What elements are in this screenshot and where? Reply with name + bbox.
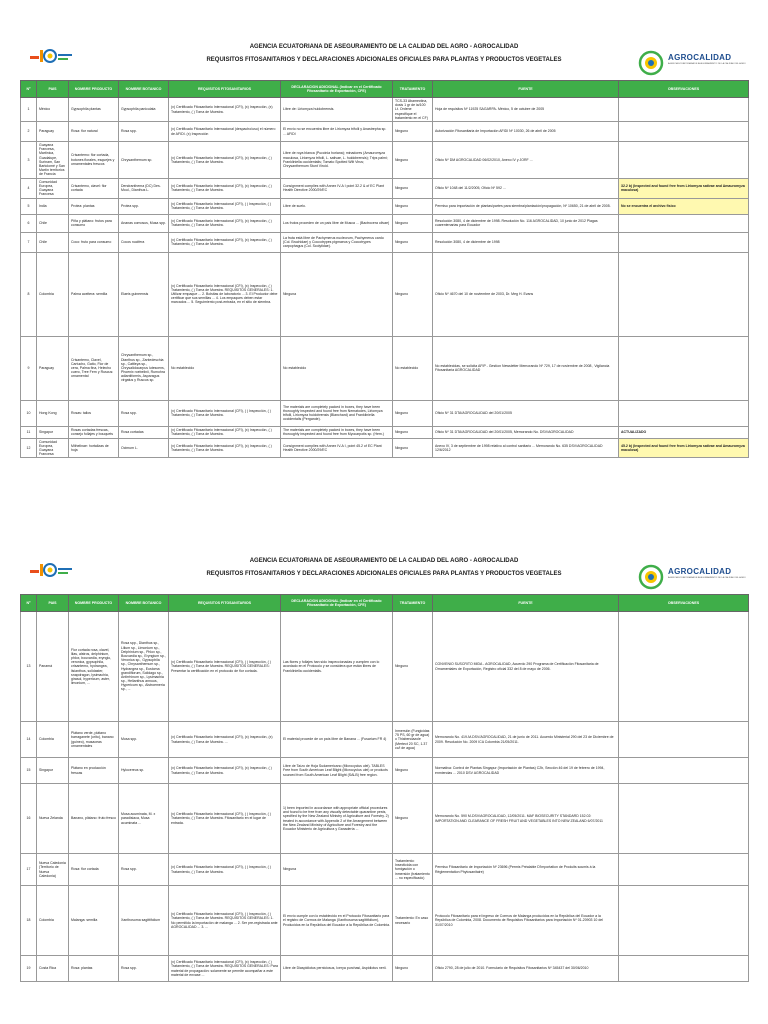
table-row [21, 784, 749, 854]
cell-observations: 32.2 b) (Inspected and found free from Liriomyza sativae and Amauromyza maculosa) [619, 178, 749, 198]
document-title: AGENCIA ECUATORIANA DE ASEGURAMIENTO DE LA CALIDAD DEL AGRO - AGROCALIDAD [249, 44, 519, 50]
agrocalidad-logo-subtext: AGENCIA ECUATORIANA DE ASEGURAMIENTO DE LA CALIDAD DEL AGRO [668, 63, 746, 65]
column-header-treatment: TRATAMIENTO [393, 595, 433, 612]
column-header-phytosanitary-requirements: REQUISITOS FITOSANITARIOS [169, 81, 281, 98]
agrocalidad-logo-subtext: AGENCIA ECUATORIANA DE ASEGURAMIENTO DE LA CALIDAD DEL AGRO [668, 577, 746, 579]
cell-product-name: Protea: plantas [69, 198, 119, 214]
cell-row-number: 18 [21, 886, 37, 956]
cell-botanical-name: Ananas comosus, Musa spp. [119, 214, 169, 232]
requirements-table [20, 594, 749, 982]
cell-phytosanitary-requirements: (x) Certificado Fitosanitario Internacional (CFI), (x) Inspección, ( ) Tratamiento, ( ) Toma de Muestra. [169, 214, 281, 232]
cell-treatment: No establecido [393, 336, 433, 400]
cell-additional-declaration: 1) been imported in accordance with appropriate official procedures and found to be free from any visually detectable quarantine pests, specified by the New Zealand Ministry of Agriculture and Forestry. 2) treated in accordance with Appendix 2 of the Arrangement between the New Zealand Ministry of Agriculture and Forestry and the Ecuador Ministerio de Agricultura y Ganadería ... [281, 784, 393, 854]
column-header-source: FUENTE [433, 81, 619, 98]
column-header-product-name: NOMBRE PRODUCTO [69, 595, 119, 612]
cell-product-name: Flor cortada rosa, clavel, lilas, alstros, delphinium, phlox, bouvardia, eryngio, veronica, gypsophila, crisantemo, hydrangea, lisianthus, solidaster, snapdragon, lysimachia, girasol, hypericum, aster, limonium, ... [69, 612, 119, 722]
cell-botanical-name: Rosa spp. [119, 122, 169, 142]
cell-additional-declaration: Ninguna [281, 252, 393, 336]
cell-treatment: Ninguno [393, 214, 433, 232]
document-subtitle: REQUISITOS FITOSANITARIOS Y DECLARACIONES ADICIONALES OFICIALES PARA PLANTAS Y PRODUCTOS VEGETALES [206, 57, 562, 63]
cell-additional-declaration: Libre de: Liriomyza huidobrensis. [281, 98, 393, 122]
cell-country: Comunidad Europea, Guayana Francesa [37, 438, 69, 458]
cell-country: Paraguay [37, 336, 69, 400]
table-row [21, 722, 749, 758]
cell-source: No establecidas, se solicita AFIP - Gestíon Newsletter Memorando Nº 729, 17 de noviembre de 2008 , Vigilancia Fitosanitaria AGROCALIDAD [433, 336, 619, 400]
cell-treatment: Ninguno [393, 178, 433, 198]
cell-country: Nueva Zelanda [37, 784, 69, 854]
column-header-row-number: Nº [21, 81, 37, 98]
cell-source: Oficio Nº 31 DTA/AGROCALIDAD del 20/01/2005, Memorando No. DSV/AGROCALIDAD [433, 426, 619, 438]
cell-product-name: Plátano verde, plátano barraganete (orito), banano (guineo), musaceas ornamentales [69, 722, 119, 758]
cell-additional-declaration: La fruta está libre de Pachymerus nucleorum, Pachymerus cardo (Col. Bruchidae) y Coccotrypes pigmaeus y Coccotrypes carpophagus (Col. Scolytidae). [281, 232, 393, 252]
cell-source: Memorando No. 419-M-DSV/AGROCALIDAD, 21 de junio de 2011. Acuerdo Ministerial 290 del 23 de Diciembre de 2009. Resolución No. 2009 ICA Colombia 21/05/2011. [433, 722, 619, 758]
cell-treatment: TCS-33 Abamectina, dosis 1 gr de ia/100 Lt. Ordene especifique el tratamiento en el CF) [393, 98, 433, 122]
cell-row-number: 8 [21, 252, 37, 336]
cell-country: Guayana Francesa, Martinica, Guadalupe, Surinam, San Bartolomé y San Martín territorios de Francia [37, 142, 69, 179]
cell-source: Oficio Nº 31 DTA/AGROCALIDAD del 20/01/2005 [433, 400, 619, 426]
cell-observations [619, 722, 749, 758]
column-header-observations: OBSERVACIONES [619, 595, 749, 612]
column-header-additional-declaration: DECLARACION ADICIONAL (Indicar en el Certificado Fitosanitario de Exportación, CFE) [281, 81, 393, 98]
cell-botanical-name: Xanthosoma sagittifolium [119, 886, 169, 956]
cell-country: Colombia [37, 886, 69, 956]
cell-observations [619, 336, 749, 400]
cell-additional-declaration: El material procede de un país libre de Banana ... (Fusarium FR 4) [281, 722, 393, 758]
column-header-country: PAIS [37, 81, 69, 98]
cell-observations [619, 758, 749, 784]
page-header [20, 40, 748, 80]
cell-product-name: Palma aceitera: semilla [69, 252, 119, 336]
cell-additional-declaration: The materials are completely packed in boxes, they have been thoroughly inspected and found free from Nematodes, Liriomyza trifolii, Liriomyza huidobrensis (Blanchard) and Frankliniella occidentalis (Pergande). [281, 400, 393, 426]
cell-row-number: 4 [21, 178, 37, 198]
cell-botanical-name: Rosa spp. [119, 956, 169, 982]
cell-observations [619, 98, 749, 122]
table-row [21, 854, 749, 886]
document-title: AGENCIA ECUATORIANA DE ASEGURAMIENTO DE LA CALIDAD DEL AGRO - AGROCALIDAD [249, 558, 519, 564]
table-row [21, 232, 749, 252]
cell-row-number: 6 [21, 214, 37, 232]
table-row [21, 612, 749, 722]
document-subtitle: REQUISITOS FITOSANITARIOS Y DECLARACIONES ADICIONALES OFICIALES PARA PLANTAS Y PRODUCTOS VEGETALES [206, 571, 562, 577]
cell-source: Permiso para importación de plantas/partes para siembra/plantación/propagación, Nº 10650, 21 de abril de 2005. [433, 198, 619, 214]
agrocalidad-logo [638, 564, 748, 590]
cell-country: Hong Kong [37, 400, 69, 426]
cell-country: Colombia [37, 722, 69, 758]
cell-phytosanitary-requirements: (x) Certificado Fitosanitario Internacional (CFI), (x) Inspección, ( ) Tratamiento, ( ) Toma de Muestra. [169, 142, 281, 179]
requirements-table [20, 80, 749, 458]
cell-treatment: Ninguno [393, 252, 433, 336]
cell-phytosanitary-requirements: (x) Certificado Fitosanitario Internacional (CFI), (x) Inspección, ( ) Tratamiento, ( ) Toma de Muestra. REQUISITOS GENERALES: 1. Utilizar empaque ... 2. Bolsitas de laboratorio ... 3. El Productor debe certificar que sus semillas ... 4. Los empaques deben estar marcados ... 5. Seguimiento post-entrada, en el sitio de siembra. [169, 252, 281, 336]
cell-product-name: Mithelinae: hortalizas de hoja [69, 438, 119, 458]
cell-country: Singapur [37, 758, 69, 784]
cell-additional-declaration: Las flores y follajes han sido inspeccionadas y cumplen con lo acordado en el Protocolo y se considera que están libres de Frankliniella occidentalis. [281, 612, 393, 722]
cell-product-name: Rosa: flor natural [69, 122, 119, 142]
cell-source: Oficio 2790, 28 de julio de 2010. Formulario de Requisitos Fitosanitarios Nº 345437 del 30/06/2010 [433, 956, 619, 982]
column-header-row-number: Nº [21, 595, 37, 612]
cell-product-name: Coco: fruto para consumo [69, 232, 119, 252]
cell-product-name: Rosa: flor cortada [69, 854, 119, 886]
cell-additional-declaration: Los frutos proceden de un país libre de Musca ... (Bactrocera olivae) [281, 214, 393, 232]
cell-source: Anexo IV, 3 de septiembre de 1998 relativo al control sanitario ... Memorando No. 635 DSV/AGROCALIDAD 12/6/2012 [433, 438, 619, 458]
cell-additional-declaration: No establecido [281, 336, 393, 400]
cell-product-name: Crisantemo: flor cortada, botones florales, esquejes y ornamentales frescos [69, 142, 119, 179]
cell-botanical-name: Dendranthema (DC) Des. Moul., Dianthus L. [119, 178, 169, 198]
cell-source: Permiso Fitosanitario de Importación Nº 23696 (Permis Préalable D'Importation de Produits soumis à la Réglementation Phytosanitaire) [433, 854, 619, 886]
cell-country: Chile [37, 232, 69, 252]
cell-product-name: Rosas: tallos [69, 400, 119, 426]
cell-phytosanitary-requirements: (x) Certificado Fitosanitario Internacional (CFI), ( ) Inspección, ( ) Tratamiento, ( ) Toma de Muestra. REQUISITOS GENERALES: 1. No permitido la importación de malanga ... 2. Ser pre-registrada ante AGROCALIDAD ... 3. ... [169, 886, 281, 956]
cell-row-number: 14 [21, 722, 37, 758]
cell-country: Colombia [37, 252, 69, 336]
table-row [21, 886, 749, 956]
cell-botanical-name: Musa spp. [119, 722, 169, 758]
table-row [21, 122, 749, 142]
cell-observations [619, 214, 749, 232]
cell-source: Oficio Nº 4670 del 10 de noviembre de 2003, Dr. Meg H. Evans [433, 252, 619, 336]
cell-row-number: 13 [21, 612, 37, 722]
cell-observations: 45.2 b) (Inspected and found free from Liriomyza sativae and Amauromyza maculosa) [619, 438, 749, 458]
cell-country: Paraguay [37, 122, 69, 142]
cell-additional-declaration: Consignment complies with Annex IV-A I, point 45.2 of EC Plant Health Directive 2000/29/EC [281, 438, 393, 458]
cell-row-number: 17 [21, 854, 37, 886]
cell-botanical-name: Protea spp. [119, 198, 169, 214]
column-header-source: FUENTE [433, 595, 619, 612]
cell-source: Oficio Nº 1048 del 11/2/2005, Oficio Nº 592 ... [433, 178, 619, 198]
cell-treatment: Ninguno [393, 438, 433, 458]
cell-botanical-name: Rosa cortadas [119, 426, 169, 438]
cell-phytosanitary-requirements: (x) Certificado Fitosanitario Internacional (CFI), (x) Inspección, (x) Tratamiento, ( ) Toma de Muestra. [169, 98, 281, 122]
cell-product-name: Crisantemo, Clavel, Cartucho, Gatio, Flor de cera, Palma fina, Helecho cuero, Tree Fern y Ruscus: ornamental [69, 336, 119, 400]
cell-phytosanitary-requirements: (x) Certificado Fitosanitario Internacional (CFI), ( ) Inspección, ( ) Tratamiento, ( ) Toma de Muestra. [169, 198, 281, 214]
cell-country: Panamá [37, 612, 69, 722]
cell-source: Hoja de requisitos Nº 11925 SAGARPA- México, 5 de octubre de 2005 [433, 98, 619, 122]
cell-row-number: 19 [21, 956, 37, 982]
cell-product-name: Rosas cortadas frescas, consejo follajes y bouquets [69, 426, 119, 438]
table-header-row [21, 595, 749, 612]
cell-country: México [37, 98, 69, 122]
cell-botanical-name: Chrysanthemum sp., Dianthus sp., Zantedeschia sp., Cattleya sp., Chrysalidocarpus lutescens, Phoenix roebelinii, Rumohra adiantiformis, Asparagus virgatus y Ruscus sp. [119, 336, 169, 400]
cell-phytosanitary-requirements: No establecido [169, 336, 281, 400]
cell-observations [619, 612, 749, 722]
cell-row-number: 15 [21, 758, 37, 784]
table-row [21, 178, 749, 198]
cell-row-number: 7 [21, 232, 37, 252]
cell-additional-declaration: Ninguna [281, 854, 393, 886]
column-header-additional-declaration: DECLARACION ADICIONAL (Indicar en el Certificado Fitosanitario de Exportación, CFE) [281, 595, 393, 612]
cell-product-name: Rosa: plantas [69, 956, 119, 982]
cell-botanical-name: Rosa spp. [119, 854, 169, 886]
cell-observations [619, 886, 749, 956]
column-header-treatment: TRATAMIENTO [393, 81, 433, 98]
cell-treatment: Ninguno [393, 784, 433, 854]
cell-treatment: Ninguno [393, 198, 433, 214]
cell-additional-declaration: El envío cumple con lo establecido en el Protocolo Fitosanitario para el registro de Cormos de Malanga (Xanthosoma sagittifolium), Producidos en la República del Ecuador a la República de Colombia. [281, 886, 393, 956]
cell-treatment: Ninguno [393, 758, 433, 784]
cell-observations [619, 400, 749, 426]
table-row [21, 438, 749, 458]
cell-product-name: Banano, plátano: fruto fresco [69, 784, 119, 854]
agrocalidad-logo [638, 50, 748, 76]
cell-country: Nueva Caledonia (Territorio de Nueva Caledonia) [37, 854, 69, 886]
table-body [21, 98, 749, 458]
table-row [21, 142, 749, 179]
cell-row-number: 12 [21, 438, 37, 458]
table-row [21, 336, 749, 400]
table-row [21, 426, 749, 438]
cell-country: Singapur [37, 426, 69, 438]
page-header [20, 554, 748, 594]
cell-observations [619, 142, 749, 179]
cell-product-name: Gypsophila plantas [69, 98, 119, 122]
cell-phytosanitary-requirements: (x) Certificado Fitosanitario Internacional (despacho/uso) el número de AFIDI. (x) Inspección [169, 122, 281, 142]
cell-phytosanitary-requirements: (x) Certificado Fitosanitario Internacional (CFI), (x) Inspección, ( ) Tratamiento, ( ) Toma de Muestra. REQUISITOS GENERALES: Para material de propagación: solamente se permite acompañar a este material de envase ... [169, 956, 281, 982]
cell-phytosanitary-requirements: (x) Certificado Fitosanitario Internacional (CFI), (x) Inspección, ( ) Tratamiento, ( ) Toma de Muestra. [169, 426, 281, 438]
cell-treatment: Tratamiento: En caso necesario [393, 886, 433, 956]
cell-row-number: 5 [21, 198, 37, 214]
cell-additional-declaration: Libre de Taízo de Hoja Sudamericano (Microcyclus ulei). TABLES Free from South American Leaf Blight (Microcyclus ulei) or products sourced from South American Leaf Blight (SALB) free region. [281, 758, 393, 784]
cell-treatment: Ninguno [393, 232, 433, 252]
cell-source: CONVENIO SUSCRITO MIDA - AGROCALIDAD, Acuerdo 290 Programa de Certificación Fitosanitaria de Ornamentales de Exportación, Registro oficial 332 del 8 de mayo de 2006. [433, 612, 619, 722]
column-header-botanical-name: NOMBRE BOTANICO [119, 595, 169, 612]
cell-phytosanitary-requirements: (x) Certificado Fitosanitario Internacional (CFI), (x) Inspección, ( ) Tratamiento, ( ) Toma de Muestra. [169, 438, 281, 458]
cell-observations [619, 854, 749, 886]
cell-country: India [37, 198, 69, 214]
cell-additional-declaration: The materials are completely packed in boxes, they have been thoroughly inspected and found free from Myocarpotis sp. (Hem.) [281, 426, 393, 438]
cell-phytosanitary-requirements: (x) Certificado Fitosanitario Internacional (CFI), ( ) Inspección, ( ) Tratamiento, ( ) Toma de Muestra. [169, 854, 281, 886]
cell-source: Protocolo Fitosanitario para el ingreso de Cormos de Malanga producidos en la República del Ecuador a la República de Colombia, 2008. Documento de Requisitos Fitosanitarios para Importación Nº 01-20903 10 del 31/07/2010 [433, 886, 619, 956]
table-body [21, 612, 749, 982]
cell-product-name: Malanga: semilla [69, 886, 119, 956]
cell-treatment: Ninguno [393, 142, 433, 179]
cell-botanical-name: Ocimum L. [119, 438, 169, 458]
table-row [21, 956, 749, 982]
cell-country: Chile [37, 214, 69, 232]
cell-additional-declaration: El envío no se encuentra libre de Liriomyza trifolii y Anastrepha sp. ... AFIDI [281, 122, 393, 142]
cell-source: Normativa: Control de Plantas Singapur (Importación de Plantas) C2b, Sección 46 del 19 de febrero de 1994, enmiendas ... 2010 DSV AGROCALIDAD [433, 758, 619, 784]
cell-treatment: Ninguno [393, 612, 433, 722]
cell-phytosanitary-requirements: (x) Certificado Fitosanitario Internacional (CFI), ( ) Inspección, ( ) Tratamiento, ( ) Toma de Muestra. [169, 400, 281, 426]
table-row [21, 98, 749, 122]
cell-row-number: 9 [21, 336, 37, 400]
document-page-2 [20, 554, 748, 982]
table-header-row [21, 81, 749, 98]
cell-observations [619, 122, 749, 142]
cell-botanical-name: Rosa spp. [119, 400, 169, 426]
cell-row-number: 1 [21, 98, 37, 122]
cell-row-number: 11 [21, 426, 37, 438]
cell-additional-declaration: Consignment complies with Annex IV-A I point 32.2 & of EC Plant Health Directive 2000/29/EC [281, 178, 393, 198]
column-header-product-name: NOMBRE PRODUCTO [69, 81, 119, 98]
table-row [21, 214, 749, 232]
cell-phytosanitary-requirements: (x) Certificado Fitosanitario Internacional (CFI), ( ) Inspección, ( ) Tratamiento, ( ) Toma de Muestra. REQUISITOS GENERALES: Presentar la certificación en el protocolo de flor cortada. [169, 612, 281, 722]
cell-product-name: Crisantemo, clavel: flor cortada [69, 178, 119, 198]
agrocalidad-logo-text: AGROCALIDAD [668, 567, 732, 576]
cell-observations: ACTUALIZADO [619, 426, 749, 438]
cell-treatment: Inmersión (Fungicidas 75 PS, 60 gr de agua) o Thiabendazole (Mertect 20 SC, 1.37 cc/l de agua) [393, 722, 433, 758]
agrocalidad-logo-text: AGROCALIDAD [668, 53, 732, 62]
cell-observations [619, 784, 749, 854]
cell-country: Comunidad Europea, Guayana Francesa [37, 178, 69, 198]
cell-source: Resolución 3080, 4 de diciembre de 1998 [433, 232, 619, 252]
cell-source: Resolución 3080, 4 de diciembre de 1998. Resolución No. 116 AGROCALIDAD, 10 junio de 2012 Plagas cuarentenarias para Ecuador [433, 214, 619, 232]
cell-observations: No se encuentra el archivo físico [619, 198, 749, 214]
cell-additional-declaration: Libre de suelo. [281, 198, 393, 214]
cell-additional-declaration: Libre de roya blanca (Puccinia horiana); minadores (Amauromyza maculosa, Liriomyza trifolii, L. sativae, L. huidobrensis); Trips palmi; Frankliniella occidentalis; Tomato Spotted Wilt Virus; Chrysanthemum Stunt Viroid. [281, 142, 393, 179]
cell-observations [619, 232, 749, 252]
cell-country: Costa Rica [37, 956, 69, 982]
cell-treatment: Ninguno [393, 122, 433, 142]
cell-product-name: Plátano en producción frescas [69, 758, 119, 784]
cell-treatment: Ninguno [393, 400, 433, 426]
cell-observations [619, 252, 749, 336]
column-header-observations: OBSERVACIONES [619, 81, 749, 98]
cell-row-number: 16 [21, 784, 37, 854]
document-page-1 [20, 40, 748, 458]
cell-botanical-name: Cocos nucifera [119, 232, 169, 252]
cell-source: Memorando No. 590 M-DSV/AGROCALIDAD, 12/05/2011. MAF BIOSECURITY STANDARD 152.02: IMPORTATION AND CLEARANCE OF FRESH FRUIT AND VEGETABLES INTO NEW ZEALAND 6/07/2011 [433, 784, 619, 854]
cell-row-number: 2 [21, 122, 37, 142]
cell-phytosanitary-requirements: (x) Certificado Fitosanitario Internacional (CFI), (x) Inspección, ( ) Tratamiento, ( ) Toma de Muestra. [169, 758, 281, 784]
cell-botanical-name: Musa acuminata, M. x paradisiaca, Musa acuminata ... [119, 784, 169, 854]
table-row [21, 198, 749, 214]
cell-treatment: Ninguno [393, 426, 433, 438]
cell-botanical-name: Chrysanthemum sp. [119, 142, 169, 179]
cell-source: Autorización Fitosanitaria de Importación AFIDI Nº 10030, 26 de abril de 2005 [433, 122, 619, 142]
cell-row-number: 10 [21, 400, 37, 426]
cell-botanical-name: Gypsophila paniculata [119, 98, 169, 122]
cell-phytosanitary-requirements: (x) Certificado Fitosanitario Internacional (CFI), (x) Inspección, ( ) Tratamiento, ( ) Toma de Muestra. [169, 178, 281, 198]
cell-treatment: Tratamiento: Insecticida con fumigación o inmersión (tratamiento ... no especificado) [393, 854, 433, 886]
cell-botanical-name: Hylocereus sp. [119, 758, 169, 784]
table-row [21, 400, 749, 426]
column-header-phytosanitary-requirements: REQUISITOS FITOSANITARIOS [169, 595, 281, 612]
cell-product-name: Piña y plátano: frutos para consumo [69, 214, 119, 232]
cell-phytosanitary-requirements: (x) Certificado Fitosanitario Internacional (CFI), (x) Inspección, (x) Tratamiento, ( ) Toma de Muestra. ... [169, 722, 281, 758]
table-row [21, 252, 749, 336]
column-header-botanical-name: NOMBRE BOTANICO [119, 81, 169, 98]
cell-additional-declaration: Libre de Diaspidiotus perniciosus, Icerya purchasi, Aspidiotus nerii. [281, 956, 393, 982]
cell-observations [619, 956, 749, 982]
cell-treatment: Ninguno [393, 956, 433, 982]
cell-row-number: 3 [21, 142, 37, 179]
cell-phytosanitary-requirements: (x) Certificado Fitosanitario Internacional (CFI), ( ) Inspección, ( ) Tratamiento, ( ) Toma de Muestra. Fitosanitario en el lugar de entrada. [169, 784, 281, 854]
cell-botanical-name: Rosa spp., Dianthus sp., Lilium sp., Limonium sp., Delphinium sp., Phlox sp., Bouvardia sp., Eryngium sp., Veronica sp., Gypsophila sp., Chrysanthemum sp., Hydrangea sp., Eustoma grandiflorum, Solidago sp., Antirrhinum sp., Lysimachia sp., Helianthus annuus, Hypericum sp., Alstroemeria sp., ... [119, 612, 169, 722]
cell-source: Oficio Nº DM AGROCALIDAD 06/02/2010, Anexo IV y JORF ... [433, 142, 619, 179]
cell-botanical-name: Elaeis guineensis [119, 252, 169, 336]
cell-phytosanitary-requirements: (x) Certificado Fitosanitario Internacional (CFI), (x) Inspección, ( ) Tratamiento, ( ) Toma de Muestra. [169, 232, 281, 252]
column-header-country: PAIS [37, 595, 69, 612]
table-row [21, 758, 749, 784]
